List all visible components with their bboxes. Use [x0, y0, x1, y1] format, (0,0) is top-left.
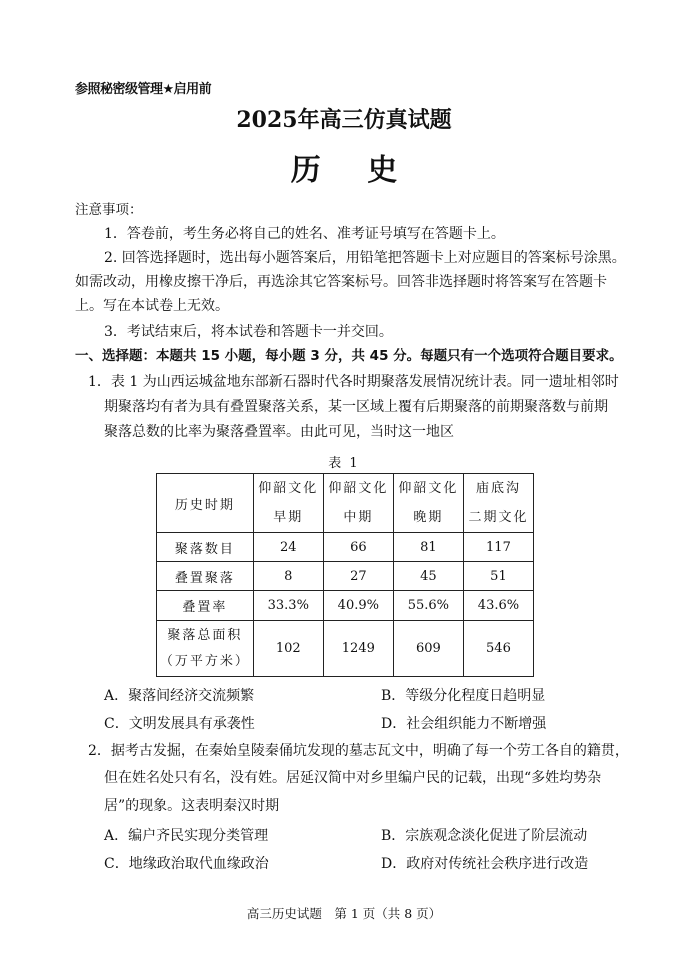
table-header-period: 历史时期 — [157, 474, 254, 533]
q1-option-d[interactable]: D．社会组织能力不断增强 — [381, 716, 547, 732]
page-footer: 高三历史试题 第 1 页（共 8 页） — [246, 906, 442, 921]
table-header-row — [157, 474, 534, 533]
q1-line-1: 1．表 1 为山西运城盆地东部新石器时代各时期聚落发展情况统计表。同一遗址相邻时 — [88, 374, 619, 390]
q2-option-a[interactable]: A．编户齐民实现分类管理 — [104, 828, 269, 844]
notice-item-3: 3．考试结束后，将本试卷和答题卡一并交回。 — [104, 324, 393, 340]
table-cell: 117 — [463, 533, 533, 562]
table-header-col-3: 仰韶文化 晚期 — [393, 474, 463, 533]
table-header-col-4: 庙底沟 二期文化 — [463, 474, 533, 533]
notice-item-1: 1．答卷前，考生务必将自己的姓名、准考证号填写在答题卡上。 — [104, 226, 505, 242]
table-row — [157, 591, 534, 621]
table-row — [157, 621, 534, 677]
section-1-heading: 一、选择题：本题共 15 小题，每小题 3 分，共 45 分。每题只有一个选项符合题目要求。 — [75, 348, 623, 364]
table-cell: 51 — [463, 562, 533, 591]
notice-item-2-line-1: 2. 回答选择题时，选出每小题答案后，用铅笔把答题卡上对应题目的答案标号涂黑。 — [104, 250, 626, 266]
q1-option-b[interactable]: B．等级分化程度日趋明显 — [381, 688, 546, 704]
table-cell: 55.6% — [393, 591, 463, 621]
notice-item-2-line-2: 如需改动，用橡皮擦干净后，再选涂其它答案标号。回答非选择题时将答案写在答题卡 — [75, 274, 607, 290]
table-header-col-1: 仰韶文化 早期 — [253, 474, 323, 533]
table-cell: 40.9% — [323, 591, 393, 621]
table-cell: 33.3% — [253, 591, 323, 621]
q1-option-a[interactable]: A．聚落间经济交流频繁 — [104, 688, 255, 704]
table-header-col-2: 仰韶文化 中期 — [323, 474, 393, 533]
subject-title: 历 史 — [290, 153, 416, 188]
notice-item-2-line-3: 上。写在本试卷上无效。 — [75, 298, 229, 314]
q1-option-c[interactable]: C．文明发展具有承袭性 — [104, 716, 255, 732]
table-caption: 表 1 — [328, 456, 360, 471]
table-cell: 546 — [463, 621, 533, 677]
table-cell: 102 — [253, 621, 323, 677]
q2-option-d[interactable]: D．政府对传统社会秩序进行改造 — [381, 856, 589, 872]
table-cell: 45 — [393, 562, 463, 591]
table-cell: 1249 — [323, 621, 393, 677]
q2-line-2: 但在姓名处只有名，没有姓。居延汉简中对乡里编户民的记载，出现“多姓均势杂 — [104, 770, 602, 786]
table-cell: 81 — [393, 533, 463, 562]
table-row — [157, 562, 534, 591]
notice-heading: 注意事项： — [75, 202, 143, 218]
table-cell: 27 — [323, 562, 393, 591]
table-cell: 8 — [253, 562, 323, 591]
secrecy-label: 参照秘密级管理★启用前 — [75, 82, 212, 97]
q2-line-3: 居”的现象。这表明秦汉时期 — [104, 798, 280, 814]
row-label: 聚落数目 — [157, 533, 254, 562]
q2-option-c[interactable]: C．地缘政治取代血缘政治 — [104, 856, 269, 872]
row-label: 聚落总面积 （万平方米） — [157, 621, 254, 677]
table-cell: 24 — [253, 533, 323, 562]
q1-line-2: 期聚落均有者为具有叠置聚落关系，某一区域上覆有后期聚落的前期聚落数与前期 — [104, 399, 608, 415]
exam-title: 2025年高三仿真试题 — [236, 107, 452, 133]
table-row — [157, 533, 534, 562]
q1-line-3: 聚落总数的比率为聚落叠置率。由此可见，当时这一地区 — [104, 424, 454, 440]
table-cell: 43.6% — [463, 591, 533, 621]
row-label: 叠置聚落 — [157, 562, 254, 591]
q2-line-1: 2．据考古发掘，在秦始皇陵秦俑坑发现的墓志瓦文中，明确了每一个劳工各自的籍贯， — [88, 743, 629, 759]
row-label: 叠置率 — [157, 591, 254, 621]
table-cell: 609 — [393, 621, 463, 677]
q2-option-b[interactable]: B．宗族观念淡化促进了阶层流动 — [381, 828, 588, 844]
table-cell: 66 — [323, 533, 393, 562]
settlement-table — [156, 473, 534, 677]
